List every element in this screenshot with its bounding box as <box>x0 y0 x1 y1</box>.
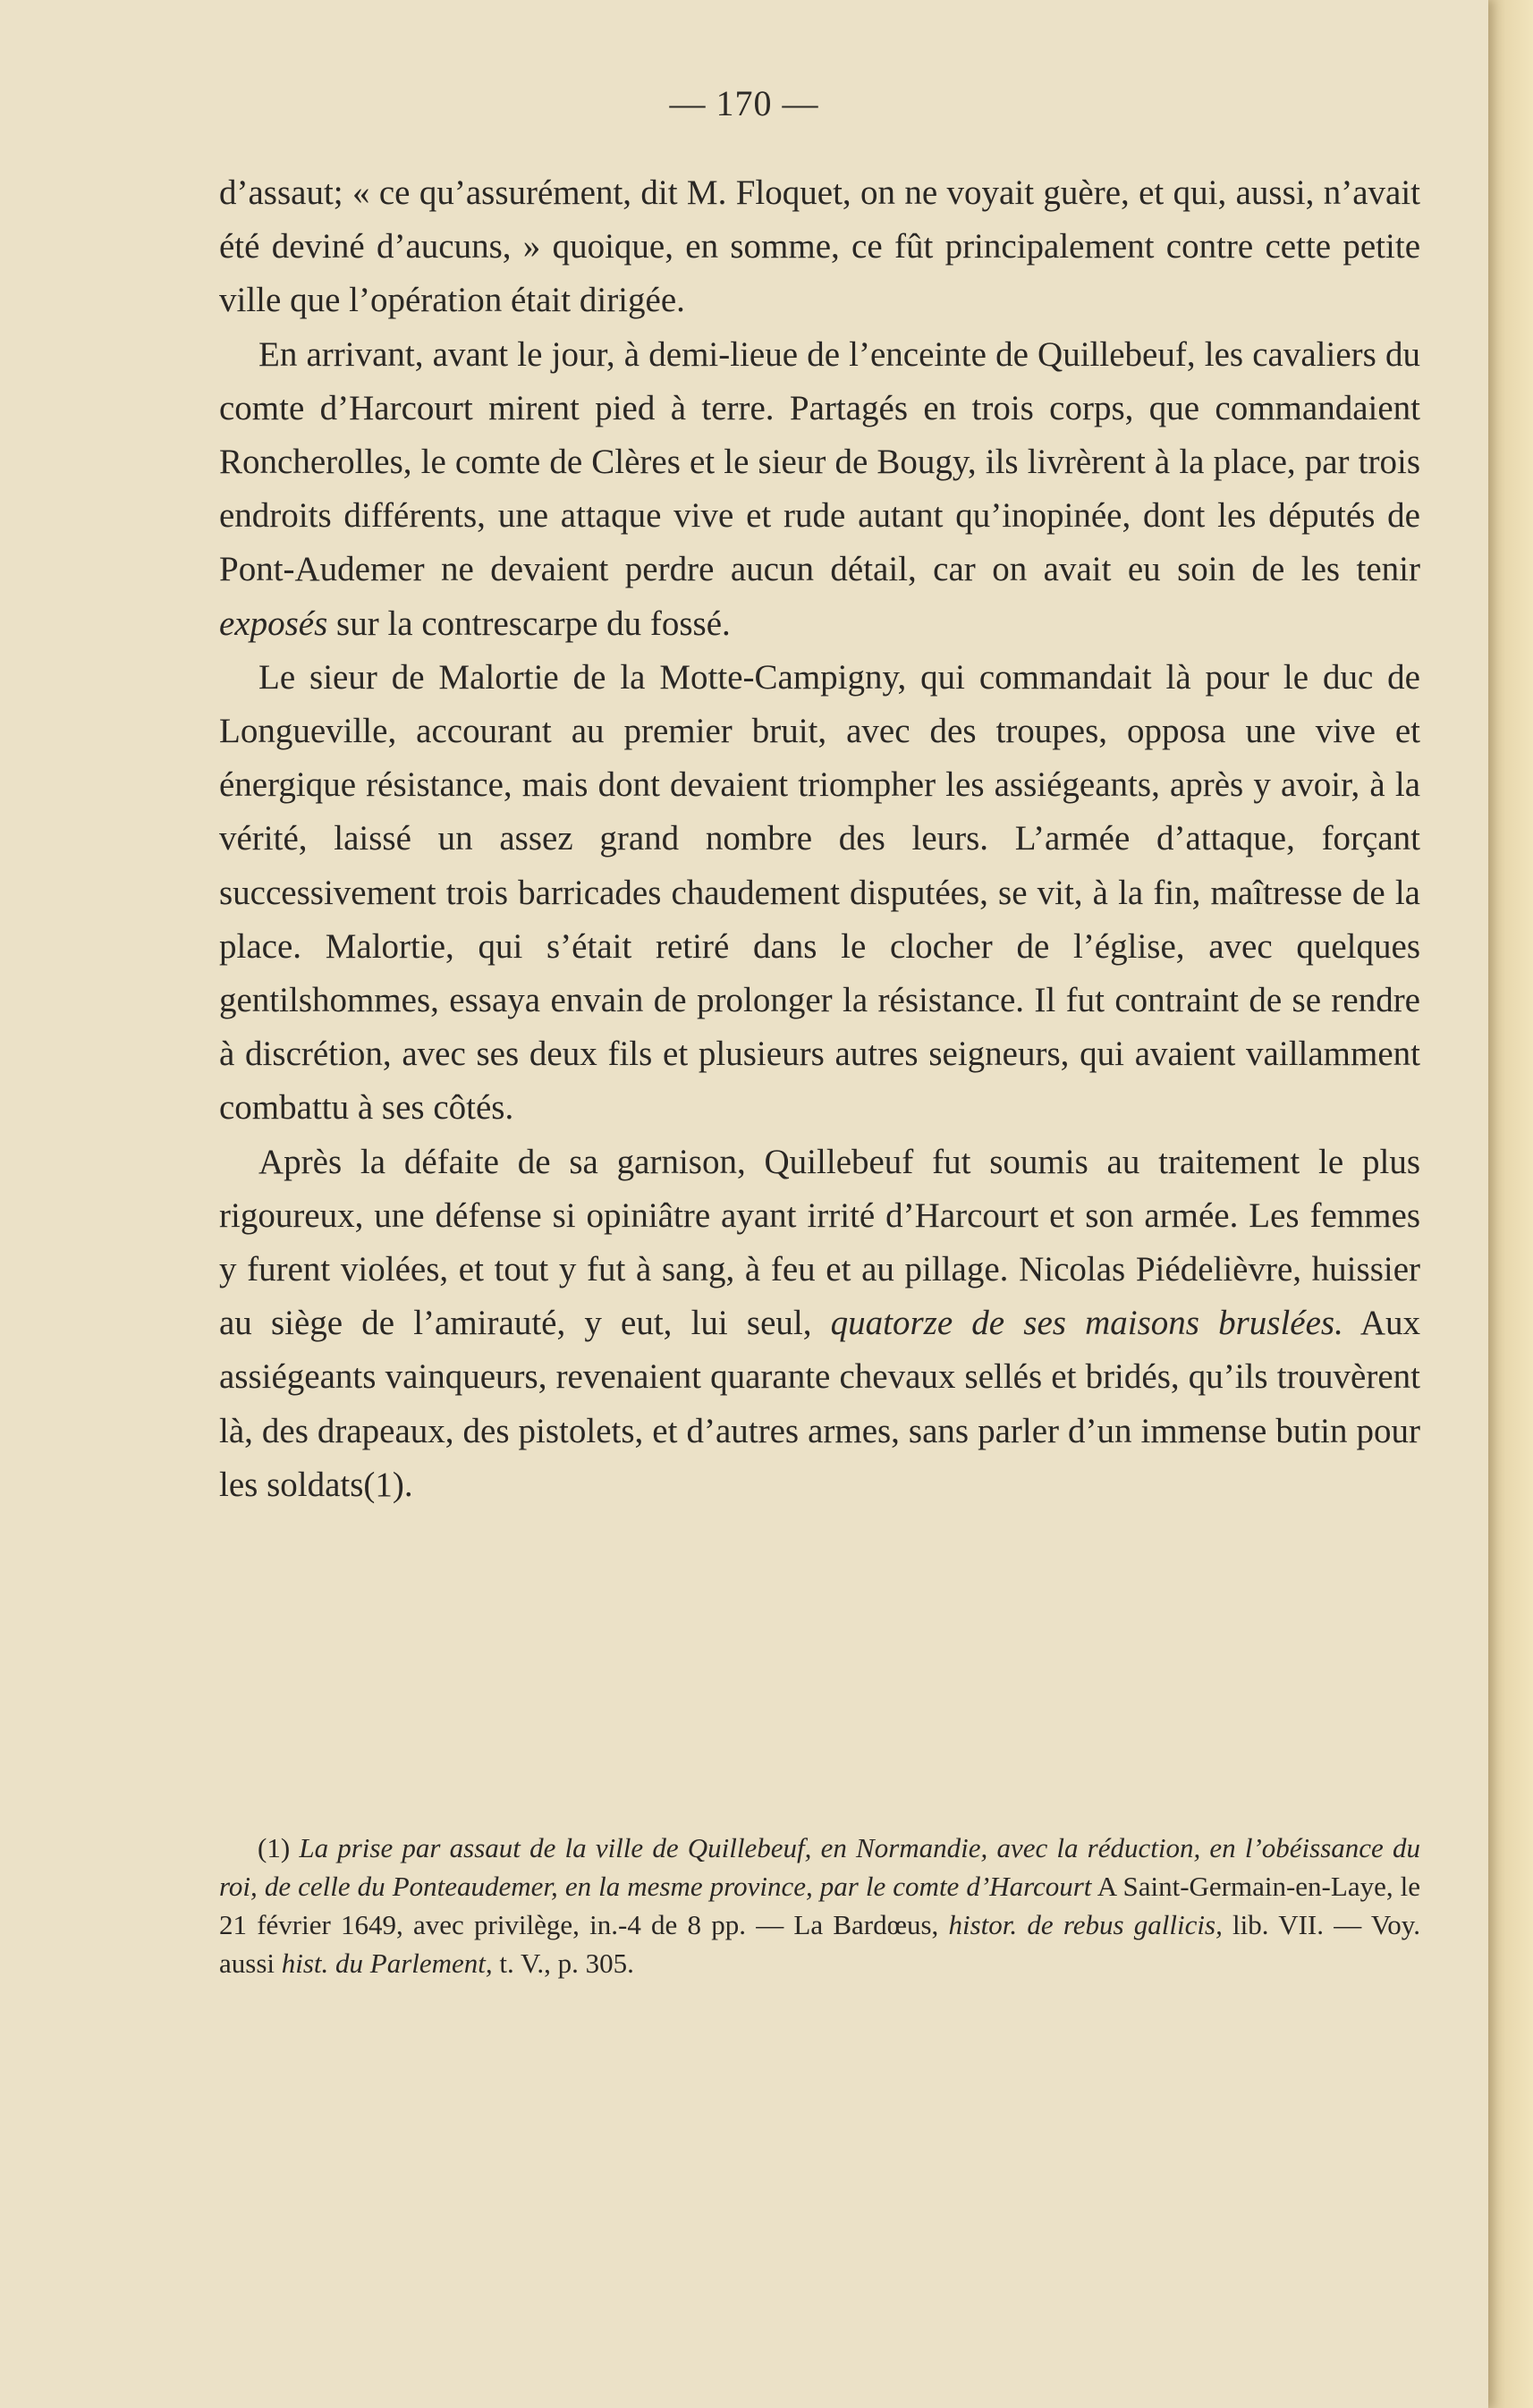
page-number: — 170 — <box>669 83 819 123</box>
paragraph-2 <box>219 328 1420 651</box>
paragraph-3: Le sieur de Malortie de la Motte-Campigny, qui commandait là pour le duc de Longueville, accourant au premier bruit, avec des troupes, opposa une vive et énergique résistance, mais dont devaient triompher les assiégeants, après y avoir, à la vérité, laissé un assez grand nombre des leurs. L’armée d’attaque, forçant successivement trois barricades chaudement disputées, se vit, à la fin, maîtresse de la place. Malortie, qui s’était retiré dans le clocher de l’église, avec quelques gentilshommes, essaya envain de prolonger la résistance. Il fut contraint de se rendre à discrétion, avec ses deux fils et plusieurs autres seigneurs, qui avaient vaillamment combattu à ses côtés. <box>219 657 1420 1128</box>
paragraph-4-emphasis: quatorze de ses maisons bruslées. <box>830 1304 1343 1343</box>
page-edge <box>1488 0 1533 2408</box>
paragraph-2-emphasis: exposés <box>219 604 328 643</box>
paragraph-2-text-b: sur la contrescarpe du fossé. <box>327 604 731 643</box>
footnote-title: La prise par assaut de la ville de Quillebeuf, en Normandie, avec la réduction, en l’obéissance du roi, de celle du Ponteaudemer, en la mesme province, par le comte d’Harcourt <box>219 1832 1420 1902</box>
footnote-text-c: t. V., p. 305. <box>492 1948 634 1979</box>
footnote-reference: hist. du Parlement, <box>281 1948 493 1979</box>
footnote-source: histor. de rebus gallicis, <box>948 1909 1223 1940</box>
paragraph-4 <box>219 1136 1420 1512</box>
paragraph-4-text-a: Après la défaite de sa garnison, Quillebeuf fut soumis au traitement le plus rigoureux, une défense si opiniâtre ayant irrité d’Harcourt et son armée. Les femmes y furent violées, et tout y fut à sang, à feu et au pillage. Nicolas Piédelièvre, huissier au siège de l’amirauté, y eut, lui seul, <box>219 1142 1420 1343</box>
paragraph-4-text-b: Aux assiégeants vainqueurs, revenaient quarante chevaux sellés et bridés, qu’ils trouvèrent là, des drapeaux, des pistolets, et d’autres armes, sans parler d’un immense butin pour les soldats(1). <box>219 1304 1420 1504</box>
footnote-text-a: A Saint-Germain-en-Laye, le 21 février 1649, avec privilège, in.-4 de 8 pp. — La Bardœus, <box>219 1871 1420 1940</box>
paragraph-1: d’assaut; « ce qu’assurément, dit M. Floquet, on ne voyait guère, et qui, aussi, n’avait été deviné d’aucuns, » quoique, en somme, ce fût principalement contre cette petite ville que l’opération était dirigée. <box>219 173 1420 320</box>
body-text <box>219 166 1420 1512</box>
paragraph-2-text-a: En arrivant, avant le jour, à demi-lieue de l’enceinte de Quillebeuf, les cavaliers du comte d’Harcourt mirent pied à terre. Partagés en trois corps, que commandaient Roncherolles, le comte de Clères et le sieur de Bougy, ils livrèrent à la place, par trois endroits différents, une attaque vive et rude autant qu’inopinée, dont les députés de Pont-Audemer ne devaient perdre aucun détail, car on avait eu soin de les tenir <box>219 334 1420 589</box>
footnote-marker: (1) <box>258 1832 300 1863</box>
footnotes <box>219 1829 1420 1982</box>
footnote-1 <box>219 1829 1420 1982</box>
footnote-text-b: lib. VII. — Voy. aussi <box>219 1909 1420 1979</box>
